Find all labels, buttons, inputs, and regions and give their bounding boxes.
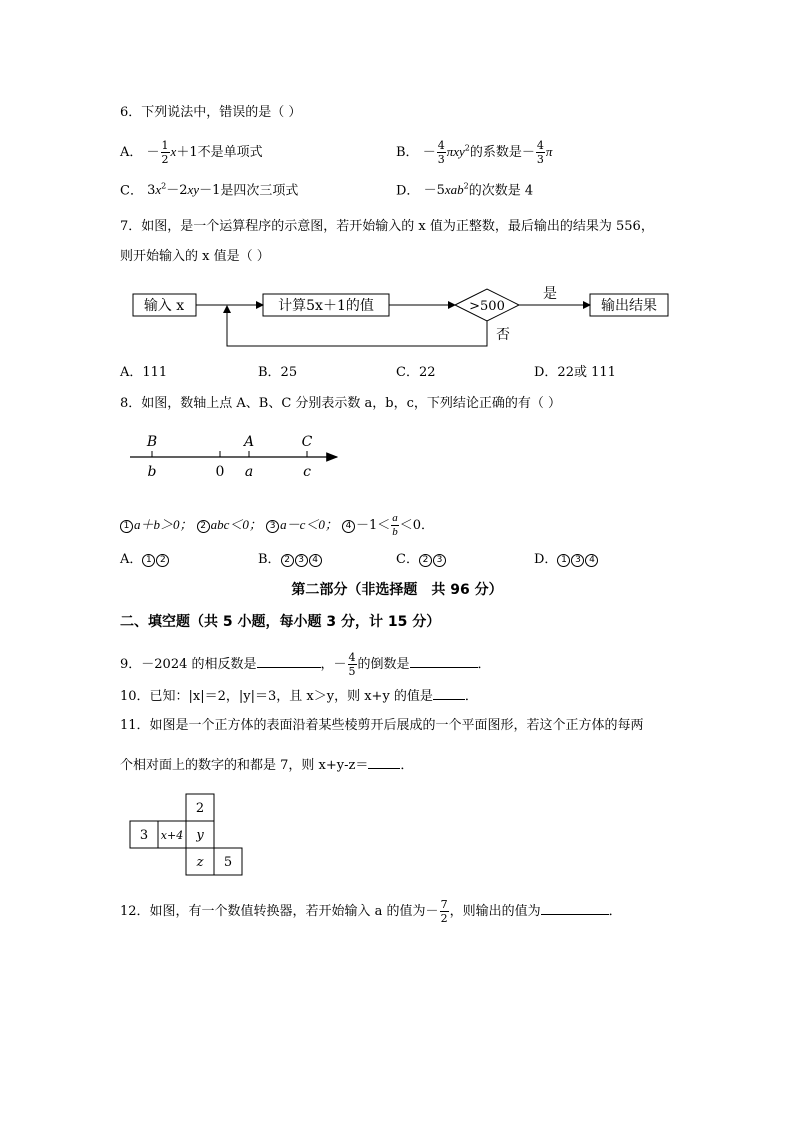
label-origin: 0	[215, 464, 225, 480]
q11-end: ．	[400, 758, 414, 773]
q10-blank[interactable]	[433, 687, 465, 700]
q6-option-c-label: C．	[120, 183, 143, 199]
q6-option-a-label: A．	[120, 145, 143, 160]
q8-opt-d-c3: 3	[571, 554, 584, 567]
q6-option-a-expr: － $\frac{1}{2}$ x＋1	[146, 139, 198, 166]
q9-line	[120, 652, 491, 677]
q11-cube-net	[129, 793, 245, 877]
q7-option-a[interactable]: A．111	[120, 365, 168, 380]
q6-option-c-expr: $3x^2-2xy-1$	[147, 182, 221, 199]
q10-text: 10．已知：|x|＝2，|y|＝3，且 x＞y，则 x+y 的值是	[120, 689, 433, 704]
part2-title: 第二部分（非选择题 共 96 分）	[291, 582, 503, 598]
q8-option-d-label: D．	[534, 552, 558, 567]
flow-input-label: 输入 x	[143, 298, 185, 314]
q6-option-d-label: D．	[396, 183, 420, 199]
q8-option-c-label: C．	[396, 552, 419, 567]
q7-stem-line2: 则开始输入的 x 值是（ ）	[120, 249, 270, 264]
flow-no-label: 否	[496, 327, 510, 343]
q7-stem-line1: 7．如图，是一个运算程序的示意图，若开始输入的 x 值为正整数，最后输出的结果为 556，	[120, 219, 654, 234]
flow-output-label: 输出结果	[601, 298, 657, 314]
circle-1: 1	[120, 520, 133, 533]
net-value-left: 3	[139, 828, 149, 843]
q12-frac: $\frac{7}{2}$	[440, 898, 448, 925]
flow-compute-label: 计算5x＋1的值	[278, 298, 374, 314]
q7-option-c[interactable]: C．22	[396, 365, 436, 380]
q8-stmt-2: abc＜0；	[210, 517, 262, 532]
q12-blank[interactable]	[541, 902, 609, 915]
q10-end: ．	[464, 689, 478, 704]
flow-compare-label: >500	[469, 299, 505, 314]
q8-opt-a-c1: 1	[142, 554, 155, 567]
q8-opt-b-c2: 2	[281, 554, 294, 567]
q8-option-b-label: B．	[258, 552, 281, 567]
q12-line	[120, 899, 622, 924]
q6-option-d-text: 的次数是 4	[468, 183, 534, 199]
q9-frac: － $\frac{4}{5}$	[333, 651, 356, 678]
q8-stmt-1: a＋b＞0；	[134, 517, 193, 532]
label-b: b	[147, 464, 157, 480]
q8-stmt-4-post: ＜0．	[399, 518, 435, 533]
q6-option-a-text: 不是单项式	[197, 145, 263, 160]
q11-line2	[120, 756, 413, 772]
q10-line	[120, 687, 478, 703]
q8-opt-b-c3: 3	[295, 554, 308, 567]
q9-pre: 9．－2024 的相反数是	[120, 657, 257, 672]
net-value-bottom: z	[196, 855, 204, 870]
q12-pre: 12．如图，有一个数值转换器，若开始输入 a 的值为－	[120, 904, 439, 919]
q12-post: ，则输出的值为	[449, 904, 541, 919]
q8-number-line	[125, 430, 345, 482]
q8-option-b[interactable]	[258, 553, 323, 567]
q8-option-d[interactable]	[534, 553, 599, 567]
q11-blank[interactable]	[368, 756, 400, 769]
q8-opt-b-c4: 4	[309, 554, 322, 567]
section2-title: 二、填空题（共 5 小题，每小题 3 分，计 15 分）	[120, 614, 441, 630]
q7-option-d[interactable]: D．22或 111	[534, 365, 616, 380]
label-C: C	[301, 434, 313, 450]
circle-2: 2	[197, 520, 210, 533]
q8-option-a-label: A．	[120, 552, 143, 567]
q8-opt-d-c4: 4	[585, 554, 598, 567]
circle-4: 4	[342, 520, 355, 533]
q6-option-c[interactable]	[120, 183, 298, 197]
q6-option-d[interactable]	[396, 183, 533, 197]
q8-stmt-4-pre: －1＜	[356, 518, 391, 533]
q6-option-b[interactable]	[396, 140, 552, 165]
q12-end: ．	[608, 904, 622, 919]
q8-opt-a-c2: 2	[156, 554, 169, 567]
q6-option-b-mid: 的系数是	[469, 145, 522, 160]
net-value-right: 5	[223, 855, 233, 870]
q9-post: 的倒数是	[357, 657, 410, 672]
q8-statements	[120, 513, 434, 538]
q6-option-b-expr2: － $\frac{4}{3}$ π	[521, 139, 553, 166]
q11-line1: 11．如图是一个正方体的表面沿着某些棱剪开后展成的一个平面图形，若这个正方体的每两	[120, 718, 644, 733]
label-c: c	[303, 464, 311, 480]
q6-option-b-expr: － $\frac{4}{3}$ πxy$^2$	[422, 139, 470, 166]
q6-stem: 6．下列说法中，错误的是（ ）	[120, 105, 302, 120]
flow-yes-label: 是	[543, 286, 557, 302]
q6-option-c-text: 是四次三项式	[220, 183, 299, 199]
q9-end: ．	[477, 657, 491, 672]
q7-option-b[interactable]: B．25	[258, 365, 298, 380]
label-a: a	[244, 464, 254, 480]
net-value-mid: x+4	[160, 829, 184, 842]
q11-line2-text: 个相对面上的数字的和都是 7，则 x+y-z＝	[120, 758, 369, 773]
net-value-top: 2	[195, 801, 205, 816]
q9-blank-2[interactable]	[410, 655, 478, 668]
q8-option-c[interactable]	[396, 553, 447, 567]
q6-option-a[interactable]	[120, 140, 263, 165]
circle-3: 3	[266, 520, 279, 533]
q8-stmt-3: a－c＜0；	[280, 517, 338, 532]
q9-blank-1[interactable]	[257, 655, 321, 668]
q7-flowchart	[125, 284, 685, 354]
q9-mid: ，	[320, 657, 334, 672]
label-B: B	[146, 434, 158, 450]
q8-opt-d-c1: 1	[557, 554, 570, 567]
q8-stem: 8．如图，数轴上点 A、B、C 分别表示数 a，b，c，下列结论正确的有（ ）	[120, 396, 562, 411]
q8-stmt-4-frac: $\frac{a}{b}$	[392, 512, 398, 538]
net-value-center: y	[196, 828, 204, 843]
q8-option-a[interactable]	[120, 553, 170, 567]
q8-opt-c-c3: 3	[433, 554, 446, 567]
q6-option-d-expr: －5xab$^2$	[423, 182, 469, 199]
q8-opt-c-c2: 2	[419, 554, 432, 567]
label-A: A	[243, 434, 255, 450]
q6-option-b-label: B．	[396, 145, 419, 160]
